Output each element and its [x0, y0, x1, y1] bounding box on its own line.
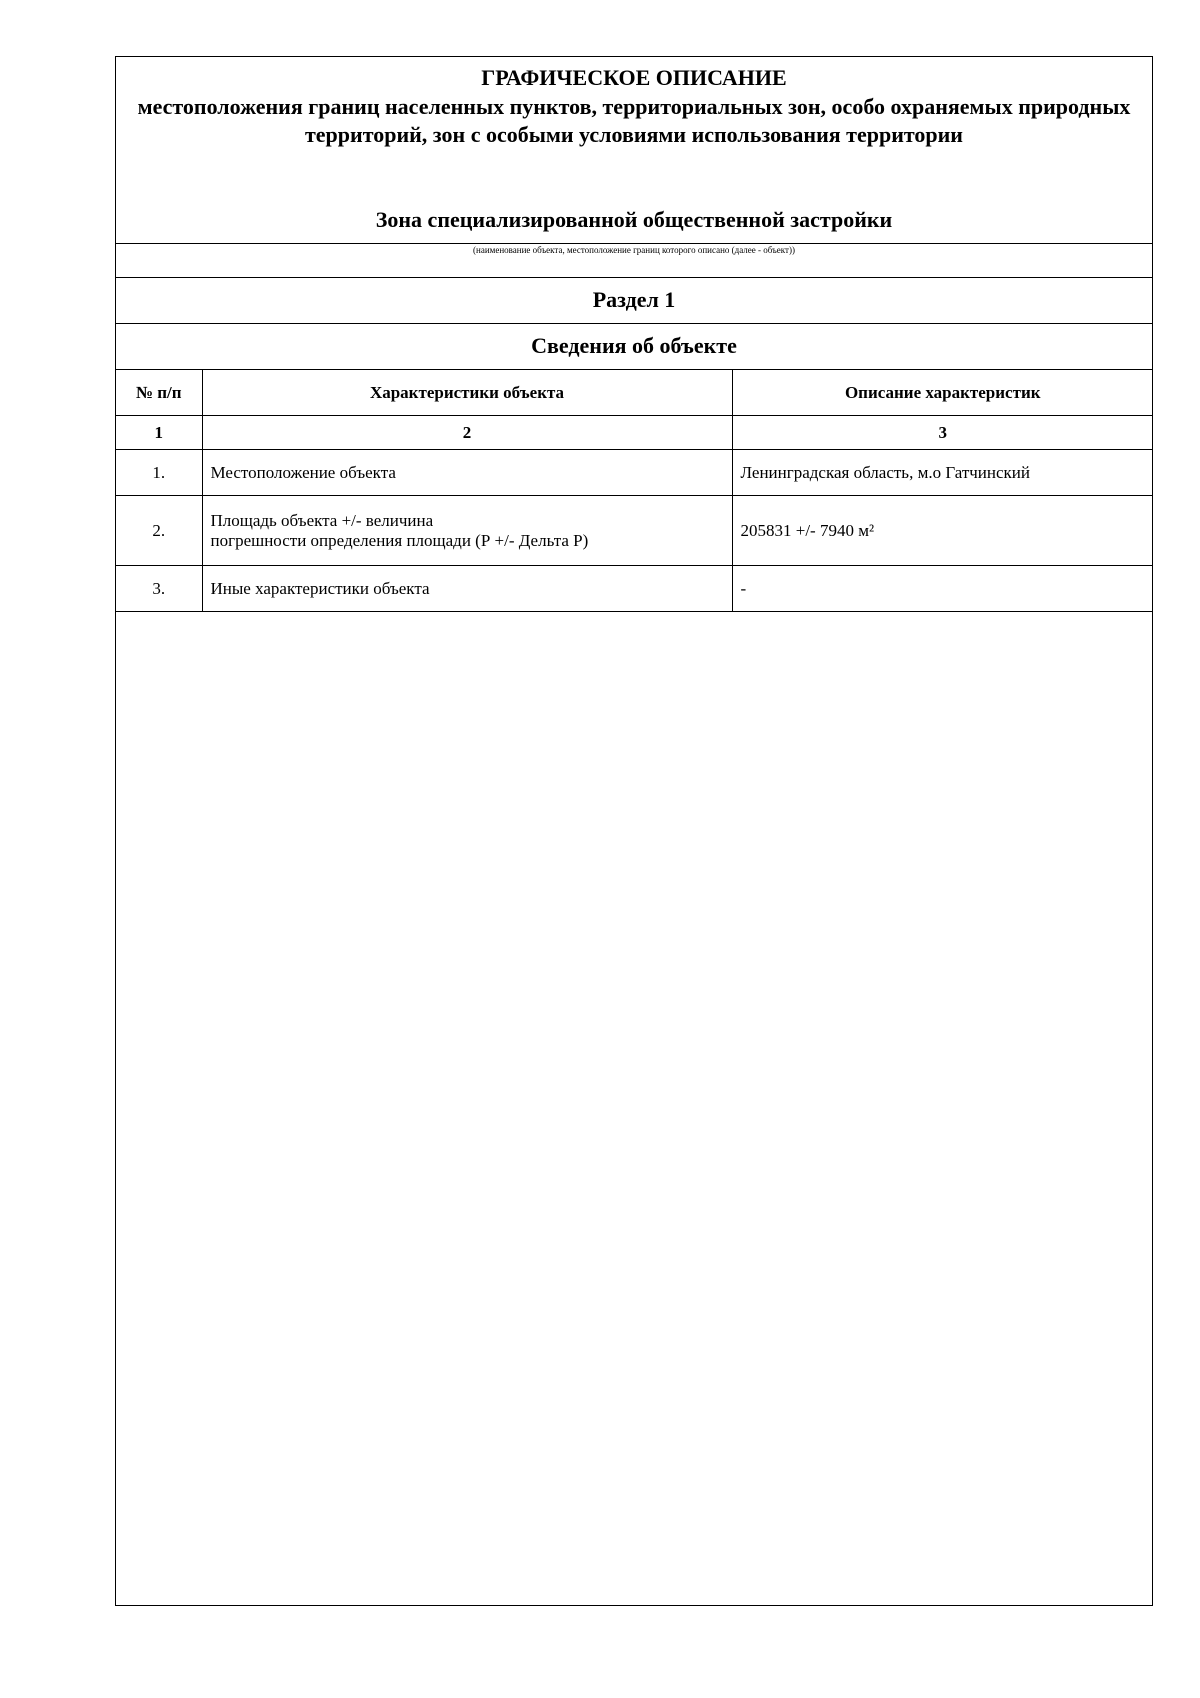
row-characteristic	[202, 496, 732, 566]
table-row	[116, 496, 1153, 566]
table-column-numbers-row	[116, 416, 1153, 450]
header-characteristic: Характеристики объекта	[202, 370, 732, 416]
row-description: Ленинградская область, м.о Гатчинский	[732, 450, 1153, 496]
row-characteristic-line: Площадь объекта +/- величина	[210, 510, 434, 530]
zone-caption: (наименование объекта, местоположение границ которого описано (далее - объект))	[116, 243, 1152, 278]
row-index: 1.	[116, 450, 202, 496]
column-number: 3	[732, 416, 1153, 450]
column-number: 1	[116, 416, 202, 450]
header-index: № п/п	[116, 370, 202, 416]
section-title: Сведения об объекте	[116, 323, 1152, 370]
document-title: ГРАФИЧЕСКОЕ ОПИСАНИЕ	[481, 65, 787, 90]
row-characteristic: Иные характеристики объекта	[202, 566, 732, 612]
table-header-row	[116, 370, 1153, 416]
table-row	[116, 450, 1153, 496]
row-description: -	[732, 566, 1153, 612]
document-subtitle: местоположения границ населенных пунктов, территориальных зон, особо охраняемых природных территорий, зон с особыми условиями использования территории	[137, 94, 1131, 147]
row-index: 3.	[116, 566, 202, 612]
row-description: 205831 +/- 7940 м²	[732, 496, 1153, 566]
row-characteristic-line: погрешности определения площади (Р +/- Дельта Р)	[210, 530, 589, 550]
row-characteristic: Местоположение объекта	[202, 450, 732, 496]
document-frame	[115, 56, 1153, 1606]
header-description: Описание характеристик	[732, 370, 1153, 416]
row-index: 2.	[116, 496, 202, 566]
document-header	[116, 57, 1152, 244]
zone-name: Зона специализированной общественной застройки	[375, 207, 893, 232]
column-number: 2	[202, 416, 732, 450]
object-info-table	[116, 369, 1153, 612]
section-label: Раздел 1	[116, 277, 1152, 324]
table-row	[116, 566, 1153, 612]
